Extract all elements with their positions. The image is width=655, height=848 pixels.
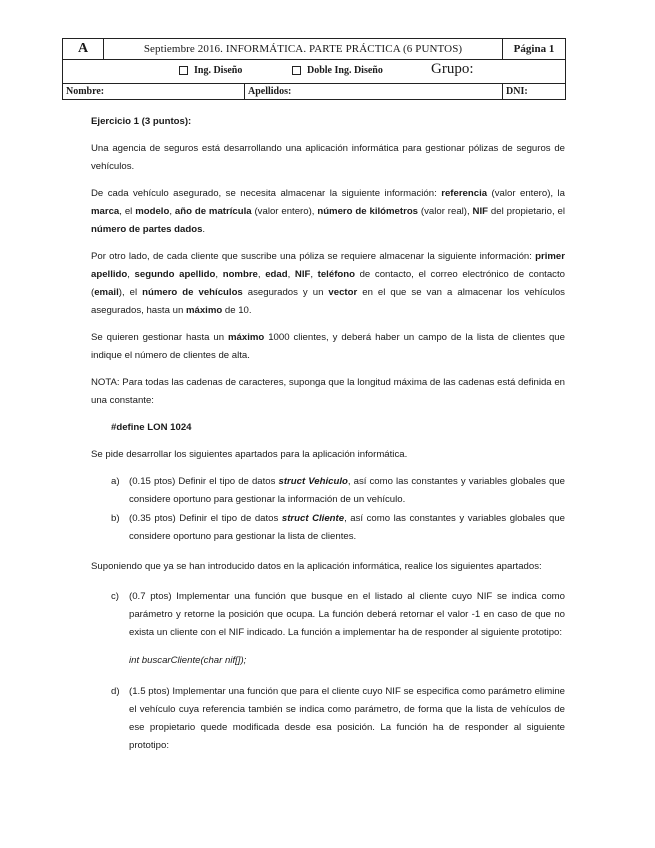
option-ing-diseno[interactable] bbox=[179, 65, 242, 76]
list-item-a: a) (0.15 ptos) Definir el tipo de datos struct Vehiculo, así como las constantes y variables globales que considere oportuno para gestionar la información de un vehículo. bbox=[111, 476, 565, 505]
paragraph-intro: Una agencia de seguros está desarrollando una aplicación informática para gestionar pólizas de seguros de vehículos. bbox=[91, 143, 565, 172]
paragraph-client-info: Por otro lado, de cada cliente que suscribe una póliza se requiere almacenar la siguiente información: primer apellido, segundo apellido, nombre, edad, NIF, teléfono de contacto, el correo electrónico de contacto (email), el número de vehículos asegurados y un vector en el que se van a almacenar los vehículos asegurados, hasta un máximo de 10. bbox=[91, 251, 565, 316]
paragraph-assumption: Suponiendo que ya se han introducido datos en la aplicación informática, realice los siguientes apartados: bbox=[91, 561, 542, 572]
define-constant: #define LON 1024 bbox=[111, 422, 192, 433]
exam-version-letter: A bbox=[63, 39, 104, 60]
nombre-field[interactable]: Nombre: bbox=[63, 84, 245, 100]
list-item-d: d) (1.5 ptos) Implementar una función que para el cliente cuyo NIF se especifica como parámetro elimine el vehículo cuya referencia también se indica como parámetro, de forma que la lista de vehículos de ese propietario quede modificada desde esa posición. La función ha de responder al siguiente prototipo: bbox=[111, 686, 565, 751]
exam-body bbox=[91, 113, 565, 756]
option-doble-ing-diseno[interactable] bbox=[292, 65, 383, 76]
option-doble-ing-diseno-label: Doble Ing. Diseño bbox=[307, 65, 383, 76]
list-item-b: b) (0.35 ptos) Definir el tipo de datos struct Cliente, así como las constantes y variables globales que considere oportuno para gestionar la lista de clientes. bbox=[111, 513, 565, 542]
grupo-label: Grupo: bbox=[431, 61, 474, 77]
page-number: Página 1 bbox=[503, 39, 566, 60]
checkbox-icon[interactable] bbox=[179, 66, 188, 75]
exercise-title: Ejercicio 1 (3 puntos): bbox=[91, 116, 192, 127]
exam-header-table bbox=[62, 38, 566, 100]
apellidos-field[interactable]: Apellidos: bbox=[245, 84, 503, 100]
paragraph-request: Se pide desarrollar los siguientes apartados para la aplicación informática. bbox=[91, 449, 408, 460]
exam-title: Septiembre 2016. INFORMÁTICA. PARTE PRÁCTICA (6 PUNTOS) bbox=[104, 39, 503, 60]
degree-options-row bbox=[63, 60, 566, 84]
paragraph-note: NOTA: Para todas las cadenas de caracteres, suponga que la longitud máxima de las cadenas está definida en una constante: bbox=[91, 377, 565, 406]
option-ing-diseno-label: Ing. Diseño bbox=[194, 65, 243, 76]
checkbox-icon[interactable] bbox=[292, 66, 301, 75]
prototype-buscar-cliente: int buscarCliente(char nif[]); bbox=[129, 655, 247, 666]
paragraph-max-clients: Se quieren gestionar hasta un máximo 1000 clientes, y deberá haber un campo de la lista de clientes que indique el número de clientes de alta. bbox=[91, 332, 565, 361]
dni-field[interactable]: DNI: bbox=[503, 84, 566, 100]
paragraph-vehicle-info: De cada vehículo asegurado, se necesita almacenar la siguiente información: referencia (valor entero), la marca, el modelo, año de matrícula (valor entero), número de kilómetros (valor real), NIF del propietario, el número de partes dados. bbox=[91, 188, 565, 235]
list-item-c: c) (0.7 ptos) Implementar una función que busque en el listado al cliente cuyo NIF se indica como parámetro y retorne la posición que ocupa. La función deberá retornar el valor -1 en caso de que no exista un cliente con el NIF indicado. La función a implementar ha de responder al siguiente prototipo: bbox=[111, 591, 565, 638]
